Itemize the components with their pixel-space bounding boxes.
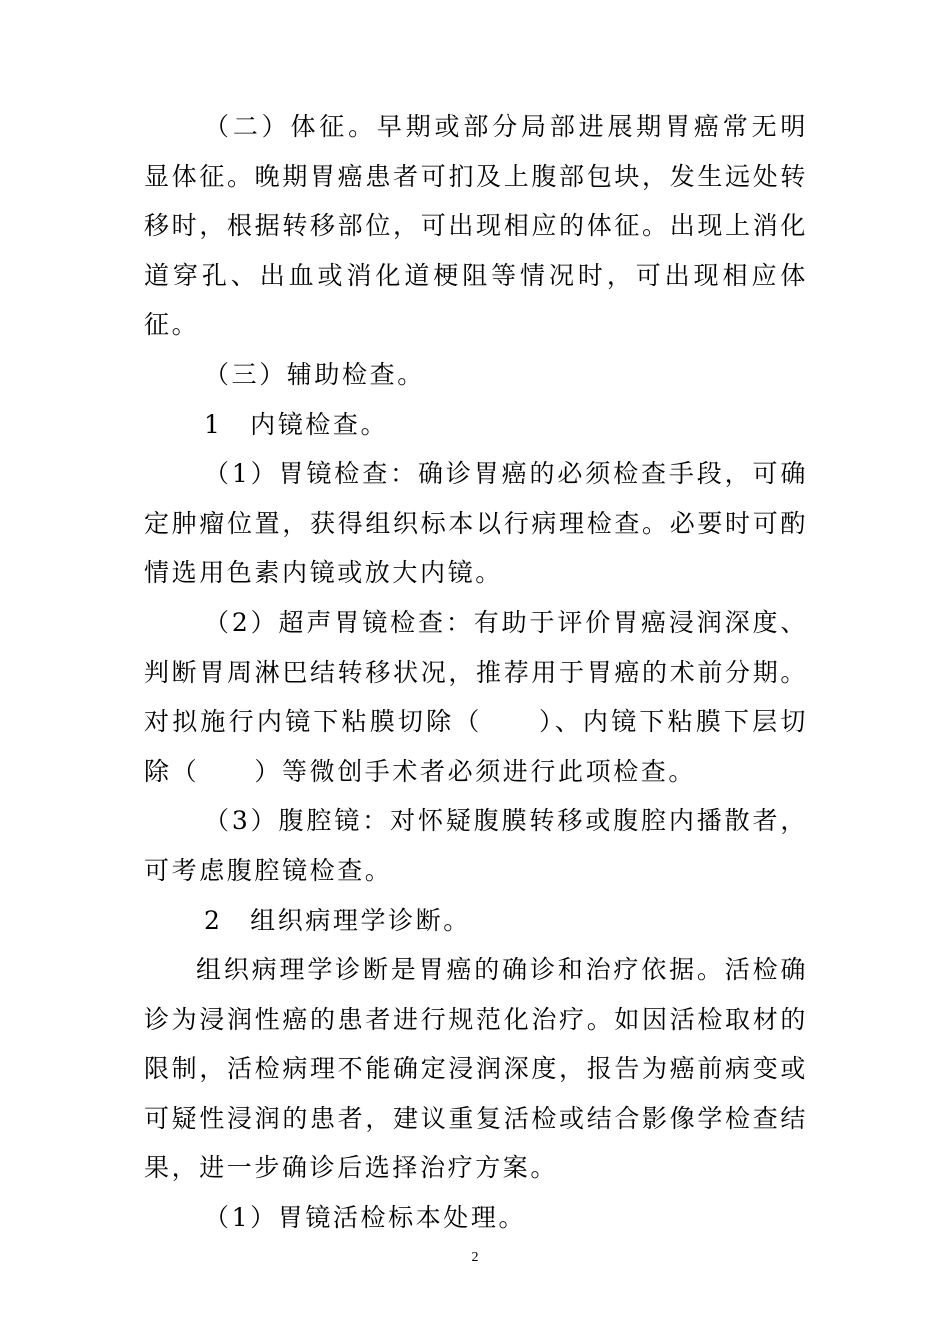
heading-auxiliary-exams: （三）辅助检查。 bbox=[204, 359, 425, 389]
page-number: 2 bbox=[471, 1250, 479, 1265]
paragraph-ultrasound-gastroscopy: （2）超声胃镜检查：有助于评价胃癌浸润深度、判断胃周淋巴结转移状况，推荐用于胃癌的术前分期。对拟施行内镜下粘膜切除（ ）、内镜下粘膜下层切除（ ）等微创手术者必须进行此项检查。 bbox=[144, 607, 808, 786]
paragraph-histopathology: 组织病理学诊断是胃癌的确诊和治疗依据。活检确诊为浸润性癌的患者进行规范化治疗。如因活检取材的限制，活检病理不能确定浸润深度，报告为癌前病变或可疑性浸润的患者，建议重复活检或结合影像学检查结果，进一步确诊后选择治疗方案。 bbox=[144, 955, 808, 1183]
body-text bbox=[144, 102, 808, 1243]
heading-biopsy-processing: （1）胃镜活检标本处理。 bbox=[204, 1203, 527, 1233]
paragraph-laparoscopy: （3）腹腔镜：对怀疑腹膜转移或腹腔内播散者，可考虑腹腔镜检查。 bbox=[144, 806, 808, 885]
paragraph-signs: （二）体征。早期或部分局部进展期胃癌常无明显体征。晚期胃癌患者可扪及上腹部包块，发生远处转移时，根据转移部位，可出现相应的体征。出现上消化道穿孔、出血或消化道梗阻等情况时，可出现相应体征。 bbox=[144, 112, 808, 340]
paragraph-gastroscopy: （1）胃镜检查：确诊胃癌的必须检查手段，可确定肿瘤位置，获得组织标本以行病理检查。必要时可酌情选用色素内镜或放大内镜。 bbox=[144, 459, 808, 588]
heading-histopathology: 2 组织病理学诊断。 bbox=[204, 905, 471, 935]
heading-endoscopy: 1 内镜检查。 bbox=[204, 409, 389, 439]
